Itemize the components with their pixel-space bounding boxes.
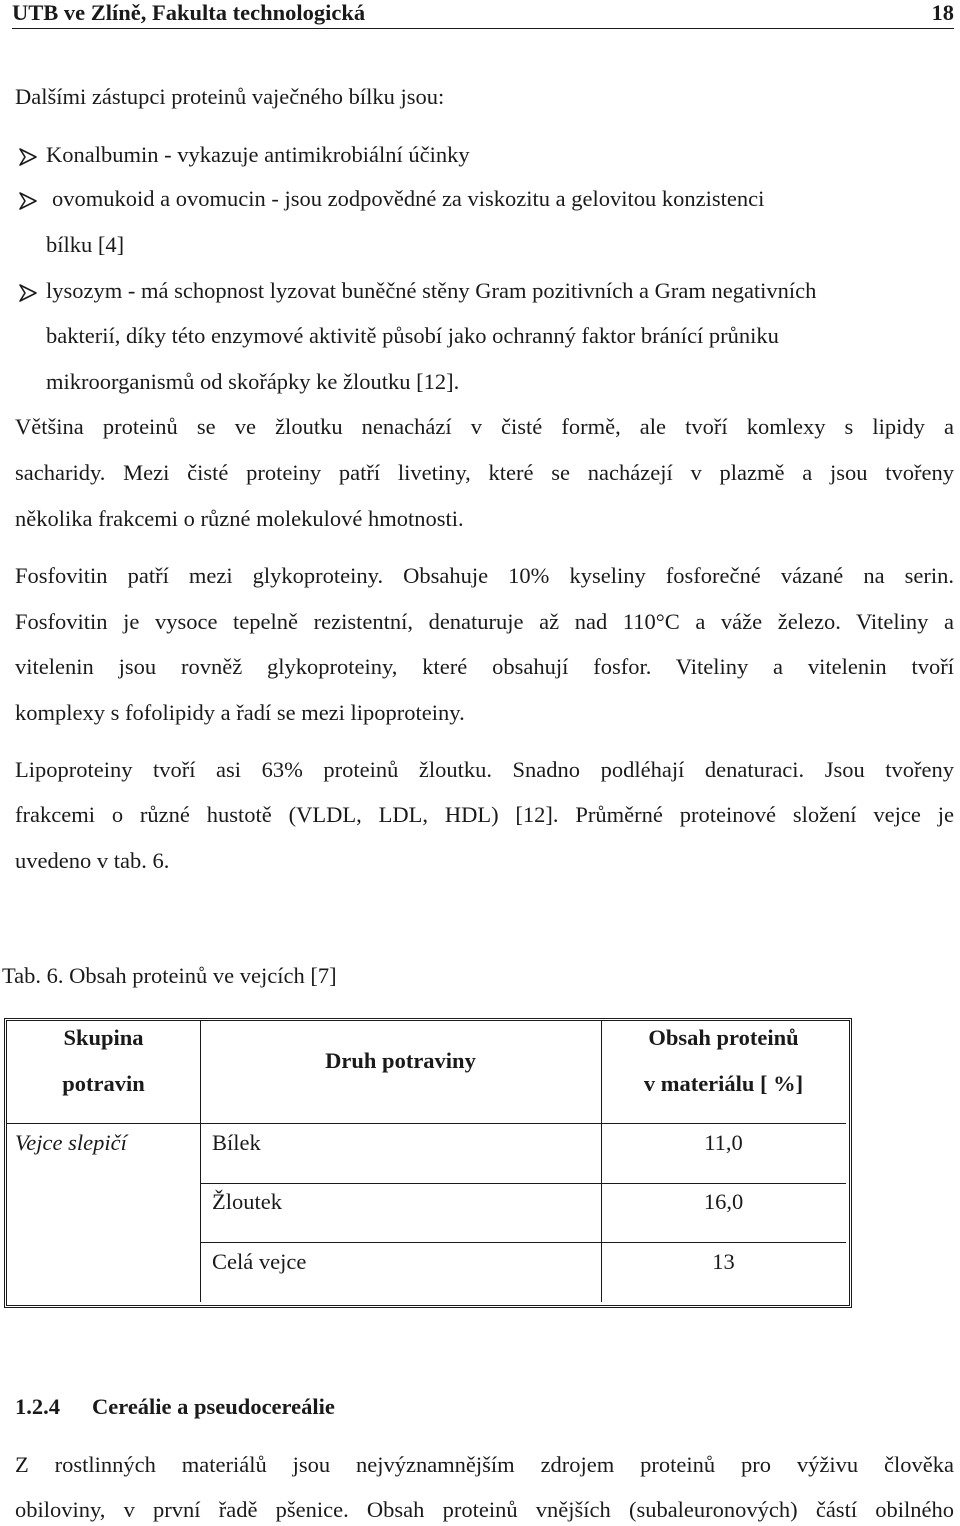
intro-text: Dalšími zástupci proteinů vaječného bílku jsou: <box>15 84 445 109</box>
table-cell-food: Celá vejce <box>212 1249 307 1274</box>
table-cell-value: 13 <box>712 1249 735 1274</box>
section-title: Cereálie a pseudocereálie <box>92 1394 335 1419</box>
paragraph-fosfovitin-line4: komplexy s fofolipidy a řadí se mezi lipoproteiny. <box>15 700 465 725</box>
paragraph-zloutek-line3: několika frakcemi o různé molekulové hmotnosti. <box>15 506 464 531</box>
table-divider <box>200 1242 846 1243</box>
paragraph-lipoproteiny-line2: frakcemi o různé hustotě (VLDL, LDL, HDL) [12]. Průměrné proteinové složení vejce je <box>15 802 954 827</box>
paragraph-zloutek-line2: sacharidy. Mezi čisté proteiny patří livetiny, které se nacházejí v plazmě a jsou tvořeny <box>15 460 954 485</box>
bullet-lysozym-line2: bakterií, díky této enzymové aktivitě působí jako ochranný faktor bránící průniku <box>46 323 779 348</box>
table-caption: Tab. 6. Obsah proteinů ve vejcích [7] <box>2 963 337 988</box>
bullet-ovomukoid-line2: bílku [4] <box>46 232 125 257</box>
table-header-skupina-line1: Skupina <box>63 1025 144 1050</box>
paragraph-lipoproteiny-line3: uvedeno v tab. 6. <box>15 848 170 873</box>
table-cell-food: Žloutek <box>212 1189 282 1214</box>
page-header <box>12 0 954 29</box>
arrow-bullet-icon <box>18 191 38 211</box>
page-number: 18 <box>931 0 954 25</box>
paragraph-zloutek-line1: Většina proteinů se ve žloutku nenachází v čisté formě, ale tvoří komlexy s lipidy a <box>15 414 954 439</box>
arrow-bullet-icon <box>18 283 38 303</box>
section-number: 1.2.4 <box>15 1394 60 1419</box>
bullet-konalbumin: Konalbumin - vykazuje antimikrobiální účinky <box>46 142 470 167</box>
table-cell-value: 16,0 <box>703 1189 744 1214</box>
table-cell-food: Bílek <box>212 1130 261 1155</box>
table-divider <box>7 1123 846 1124</box>
bullet-ovomukoid-line1: ovomukoid a ovomucin - jsou zodpovědné za viskozitu a gelovitou konzistenci <box>52 186 765 211</box>
paragraph-fosfovitin-line2: Fosfovitin je vysoce tepelně rezistentní, denaturuje až nad 110°C a váže železo. Viteliny a <box>15 609 954 634</box>
header-title: UTB ve Zlíně, Fakulta technologická <box>12 0 366 25</box>
paragraph-cerealie-line1: Z rostlinných materiálů jsou nejvýznamnějším zdrojem proteinů pro výživu člověka <box>15 1452 954 1477</box>
table-header-obsah-line2: v materiálu [ %] <box>643 1071 804 1096</box>
table-header-skupina-line2: potravin <box>62 1071 145 1096</box>
table-header-druh: Druh potraviny <box>325 1048 476 1073</box>
table-group-vejce: Vejce slepičí <box>15 1130 127 1155</box>
bullet-lysozym-line3: mikroorganismů od skořápky ke žloutku [12]. <box>46 369 460 394</box>
paragraph-fosfovitin-line3: vitelenin jsou rovněž glykoproteiny, které obsahují fosfor. Viteliny a vitelenin tvoří <box>15 654 954 679</box>
table-divider <box>200 1183 846 1184</box>
bullet-lysozym-line1: lysozym - má schopnost lyzovat buněčné stěny Gram pozitivních a Gram negativních <box>46 278 817 303</box>
table-cell-value: 11,0 <box>704 1130 743 1155</box>
paragraph-fosfovitin-line1: Fosfovitin patří mezi glykoproteiny. Obsahuje 10% kyseliny fosforečné vázané na serin. <box>15 563 954 588</box>
table-header-obsah-line1: Obsah proteinů <box>648 1025 799 1050</box>
paragraph-lipoproteiny-line1: Lipoproteiny tvoří asi 63% proteinů žloutku. Snadno podléhají denaturaci. Jsou tvořeny <box>15 757 954 782</box>
paragraph-cerealie-line2: obiloviny, v první řadě pšenice. Obsah proteinů vnějších (subaleuronových) částí obilného <box>15 1497 954 1522</box>
arrow-bullet-icon <box>18 147 38 167</box>
